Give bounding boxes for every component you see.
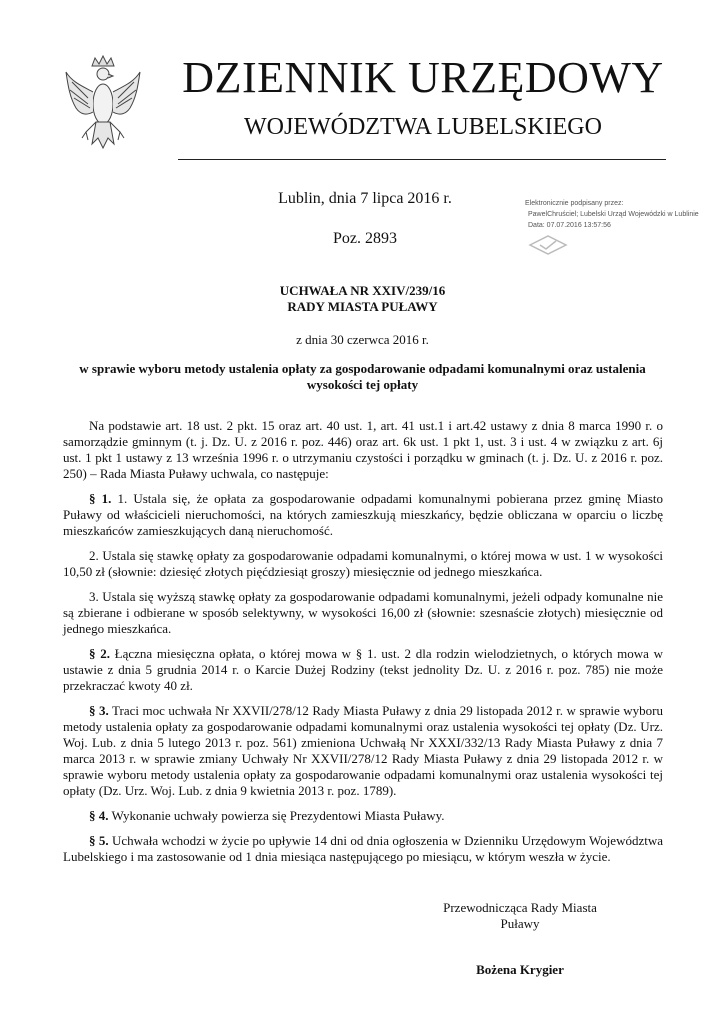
journal-title: DZIENNIK URZĘDOWY <box>182 53 664 102</box>
section-5 <box>63 833 663 865</box>
preamble: Na podstawie art. 18 ust. 2 pkt. 15 oraz art. 40 ust. 1, art. 41 ust.1 i art.42 ustawy z dnia 8 marca 1990 r. o samorządzie gminnym (t. j. Dz. U. z 2016 r. poz. 446) oraz art. 6k ust. 1 pkt 1, ust. 3 i ust. 4 w związku z art. 6j ust. 1 pkt 1 ustawy z 13 września 1996 r. o utrzymaniu czystości i porządku w gminach (t. j. Dz. U. z 2016 r. poz. 250) – Rada Miasta Puławy uchwala, co następuje: <box>63 418 663 481</box>
document-body <box>63 418 663 874</box>
resolution-date: z dnia 30 czerwca 2016 r. <box>296 332 429 347</box>
section-1 <box>63 491 663 539</box>
chair-title-line-1: Przewodnicząca Rady Miasta <box>443 900 597 915</box>
header-divider <box>178 159 666 160</box>
signature-line-1: Elektronicznie podpisany przez: <box>525 200 624 207</box>
signer-name: Bożena Krygier <box>476 962 564 977</box>
resolution-body: RADY MIASTA PUŁAWY <box>287 299 438 314</box>
section-3 <box>63 703 663 799</box>
section-1-para-3: 3. Ustala się wyższą stawkę opłaty za gospodarowanie odpadami komunalnymi, jeżeli odpady komunalne nie są zbierane i odbierane w sposób selektywny, w wysokości 16,00 zł (słownie: szesnaście złotych) miesięcznie od jednego mieszkańca. <box>63 589 663 636</box>
electronic-signature-box <box>525 198 720 231</box>
signature-line-2: PawelChruściel; Lubelski Urząd Wojewódzki w Lublinie <box>528 211 699 218</box>
chair-title-line-2: Puławy <box>500 916 540 931</box>
section-2-text: Łączna miesięczna opłata, o której mowa w § 1. ust. 2 dla rodzin wielodzietnych, o których mowa w ustawie z dnia 5 grudnia 2014 r. o Karcie Dużej Rodziny (tekst jednolity Dz. U. z 2016 r. poz. 785) nie może przekraczać kwoty 40 zł. <box>63 646 664 693</box>
publication-date: Lublin, dnia 7 lipca 2016 r. <box>278 190 452 207</box>
resolution-number: UCHWAŁA NR XXIV/239/16 <box>279 283 446 298</box>
journal-subtitle: WOJEWÓDZTWA LUBELSKIEGO <box>244 114 602 140</box>
chair-title <box>420 900 620 932</box>
signature-line-3: Data: 07.07.2016 13:57:56 <box>528 222 611 229</box>
resolution-heading <box>60 283 665 315</box>
section-3-label: § 3. <box>89 703 109 718</box>
section-4-text: Wykonanie uchwały powierza się Prezydentowi Miasta Puławy. <box>108 808 445 823</box>
section-5-text: Uchwała wchodzi w życie po upływie 14 dni od dnia ogłoszenia w Dzienniku Urzędowym Województwa Lubelskiego i ma zastosowanie od 1 dnia miesiąca następującego po miesiącu, w którym weszła w życie. <box>63 833 664 864</box>
resolution-subject: w sprawie wyboru metody ustalenia opłaty za gospodarowanie odpadami komunalnymi oraz ustalenia wysokości tej opłaty <box>79 361 646 392</box>
section-3-text: Traci moc uchwała Nr XXVII/278/12 Rady Miasta Puławy z dnia 29 listopada 2012 r. w sprawie wyboru metody ustalenia opłaty za gospodarowanie odpadami komunalnymi oraz ustalenia wysokości tej opłaty (Dz. Urz. Woj. Lub. z dnia 5 lutego 2013 r. poz. 561) zmieniona Uchwałą Nr XXXI/332/13 Rady Miasta Puławy z dnia 7 marca 2013 r. w sprawie zmiany Uchwały Nr XXVII/278/12 Rady Miasta Puławy z dnia 29 listopada 2012 r. w sprawie wyboru metody ustalenia opłaty za gospodarowanie odpadami komunalnymi oraz ustalenia wysokości tej opłaty (Dz. Urz. Woj. Lub. z dnia 9 kwietnia 2013 r. poz. 1789). <box>63 703 664 798</box>
position-number: Poz. 2893 <box>333 230 397 247</box>
section-4 <box>63 808 663 824</box>
section-1-para-2: 2. Ustala się stawkę opłaty za gospodarowanie odpadami komunalnymi, o której mowa w ust. 1 w wysokości 10,50 zł (słownie: dziesięć złotych pięćdziesiąt groszy) miesięcznie od jednego mieszkańca. <box>63 548 663 579</box>
section-2 <box>63 646 663 694</box>
section-1-text: 1. Ustala się, że opłata za gospodarowanie odpadami komunalnymi pobierana przez gminę Miasto Puławy od właścicieli nieruchomości, na których zamieszkują mieszkańcy, będzie obliczana w oparciu o liczbę mieszkańców zamieszkujących daną nieruchomość. <box>63 491 664 538</box>
eagle-emblem-icon <box>62 52 144 164</box>
section-4-label: § 4. <box>89 808 109 823</box>
section-2-label: § 2. <box>89 646 110 661</box>
section-5-label: § 5. <box>89 833 109 848</box>
section-1-label: § 1. <box>89 491 112 506</box>
signature-check-icon <box>528 234 568 256</box>
